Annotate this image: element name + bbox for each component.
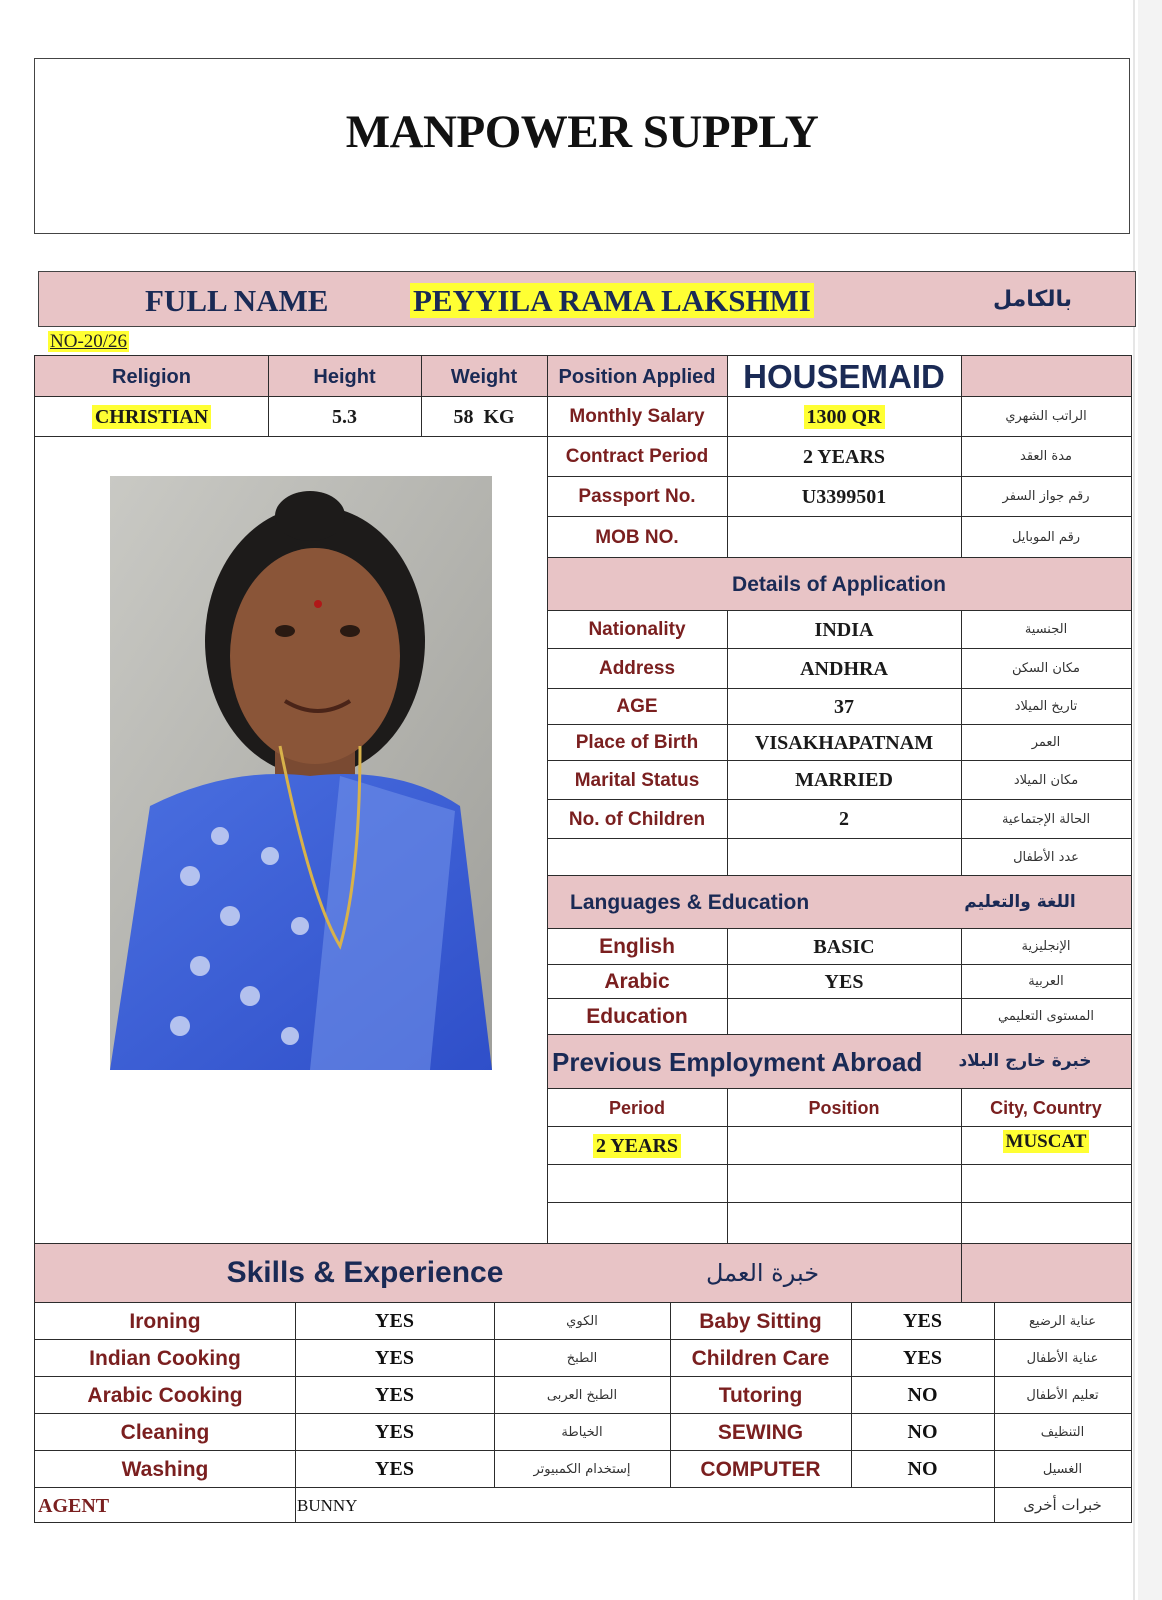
children-value: 2 (839, 808, 849, 830)
nationality-value: INDIA (814, 618, 874, 641)
full-name-arabic: بالكامل (992, 287, 1073, 312)
skill-arabic-cooking-label: Arabic Cooking (87, 1383, 243, 1407)
skill-arabic-cooking-value: YES (375, 1384, 414, 1406)
mobile-label: MOB NO. (595, 526, 679, 548)
contract-period-value: 2 YEARS (802, 445, 886, 468)
nationality-label: Nationality (588, 619, 686, 640)
full-name-value-text: PEYYILA RAMA LAKSHMI (410, 283, 814, 318)
skill-computer-arabic: الغسيل (1042, 1461, 1083, 1477)
skill-arabic-cooking-arabic: الطبخ العربى (546, 1387, 618, 1403)
skill-indian-cooking-arabic: الطبخ (566, 1350, 598, 1366)
skill-sewing-value: NO (907, 1421, 938, 1443)
full-name-label: FULL NAME (145, 282, 329, 318)
details-heading: Details of Application (732, 572, 946, 596)
previous-city-value-text: MUSCAT (1003, 1130, 1090, 1153)
candidate-photo (110, 476, 492, 1070)
skill-ironing-label: Ironing (129, 1309, 201, 1333)
age-label: AGE (616, 696, 658, 717)
place-of-birth-arabic: العمر (1031, 735, 1061, 750)
blank-detail-label (547, 839, 727, 875)
skill-cleaning-value: YES (375, 1421, 414, 1443)
education-arabic: المستوى التعليمي (998, 1009, 1094, 1024)
place-of-birth-value: VISAKHAPATNAM (754, 731, 934, 754)
agent-value: BUNNY (297, 1496, 358, 1515)
number-of-children-arabic: عدد الأطفال (1013, 849, 1079, 865)
contract-period-arabic: مدة العقد (1020, 449, 1072, 464)
skill-indian-cooking-label: Indian Cooking (89, 1346, 241, 1370)
marital-status-label: Marital Status (574, 769, 700, 791)
skill-ironing-arabic: الكوي (566, 1313, 598, 1329)
mobile-arabic: رقم الموبايل (1011, 529, 1081, 545)
skill-washing-label: Washing (121, 1457, 209, 1481)
nationality-arabic: الجنسية (1024, 622, 1068, 637)
height-header: Height (313, 365, 376, 388)
address-value: ANDHRA (800, 657, 888, 680)
place-of-birth-label: Place of Birth (575, 732, 699, 753)
previous-heading-arabic: خبرة خارج البلاد (958, 1051, 1092, 1071)
religion-header: Religion (112, 365, 191, 388)
english-value: BASIC (813, 935, 875, 958)
children-arabic: الحالة الإجتماعية (1001, 811, 1091, 827)
period-header: Period (608, 1097, 665, 1118)
english-label: English (599, 935, 675, 958)
position-applied-header: Position Applied (558, 365, 716, 388)
mobile-value (727, 517, 961, 557)
city-country-header: City, Country (990, 1097, 1102, 1118)
previous-heading: Previous Employment Abroad (552, 1046, 923, 1077)
skill-sewing-label: SEWING (717, 1420, 804, 1444)
education-label: Education (586, 1005, 688, 1028)
arabic-arabic: العربية (1028, 974, 1064, 989)
monthly-salary-label: Monthly Salary (569, 406, 705, 427)
arabic-value: YES (824, 970, 864, 993)
monthly-salary-arabic: الراتب الشهري (1005, 409, 1087, 424)
height-value: 5.3 (332, 405, 357, 428)
page-title: MANPOWER SUPPLY (345, 105, 819, 158)
skill-cleaning-label: Cleaning (120, 1420, 210, 1444)
skill-tutoring-label: Tutoring (718, 1383, 803, 1407)
arabic-label: Arabic (604, 970, 670, 993)
monthly-salary-value-text: 1300 QR (804, 405, 885, 429)
marital-status-arabic: مكان الميلاد (1013, 772, 1079, 788)
ref-number (48, 329, 143, 353)
marital-status-value: MARRIED (795, 769, 893, 791)
skill-washing-value: YES (375, 1458, 414, 1480)
languages-heading: Languages & Education (570, 890, 810, 914)
languages-heading-arabic: اللغة والتعليم (964, 891, 1076, 912)
skill-baby-sitting-value: YES (903, 1310, 942, 1332)
blank-detail-value (727, 839, 961, 875)
monthly-salary-value (727, 397, 961, 436)
skill-ironing-value: YES (375, 1310, 414, 1332)
other-experience-arabic: خبرات أخرى (1023, 1496, 1102, 1514)
position-header: Position (808, 1097, 880, 1118)
skill-cleaning-arabic: الخياطة (561, 1424, 603, 1440)
skill-computer-label: COMPUTER (700, 1457, 821, 1481)
age-arabic: تاريخ الميلاد (1014, 699, 1078, 714)
previous-period-value-text: 2 YEARS (593, 1134, 681, 1158)
english-arabic: الإنجليزية (1021, 939, 1071, 954)
skill-computer-value: NO (907, 1458, 938, 1480)
skill-tutoring-value: NO (907, 1384, 938, 1406)
passport-label: Passport No. (578, 486, 696, 507)
passport-arabic: رقم جواز السفر (1002, 489, 1090, 504)
previous-city-value (961, 1124, 1131, 1158)
agent-label: AGENT (38, 1494, 110, 1517)
skill-baby-sitting-arabic: عناية الرضيع (1029, 1313, 1096, 1329)
religion-value-text: CHRISTIAN (92, 405, 211, 429)
religion-value (35, 397, 268, 436)
weight-value: 58 KG (453, 405, 515, 428)
skill-sewing-arabic: التنظيف (1040, 1424, 1085, 1440)
address-label: Address (598, 658, 676, 679)
position-value: HOUSEMAID (743, 358, 945, 395)
ref-number-text: NO-20/26 (50, 330, 128, 352)
contract-period-label: Contract Period (565, 446, 709, 467)
weight-header: Weight (450, 365, 518, 388)
skill-washing-arabic: إستخدام الكمبيوتر (533, 1461, 631, 1477)
previous-period-value (547, 1127, 727, 1164)
skills-heading: Skills & Experience (226, 1256, 504, 1289)
skill-children-care-arabic: عناية الأطفال (1026, 1350, 1099, 1366)
previous-position-value (727, 1127, 961, 1164)
skills-heading-arabic: خبرة العمل (705, 1259, 820, 1287)
skill-baby-sitting-label: Baby Sitting (699, 1309, 822, 1333)
skill-indian-cooking-value: YES (375, 1347, 414, 1369)
passport-value: U3399501 (801, 485, 887, 508)
skill-tutoring-arabic: تعليم الأطفال (1026, 1387, 1099, 1403)
skill-children-care-label: Children Care (691, 1346, 830, 1370)
full-name-value (410, 281, 860, 319)
education-value (727, 999, 961, 1034)
children-label: No. of Children (568, 808, 706, 830)
address-arabic: مكان السكن (1011, 661, 1081, 676)
age-value: 37 (834, 695, 854, 718)
skill-children-care-value: YES (903, 1347, 942, 1369)
